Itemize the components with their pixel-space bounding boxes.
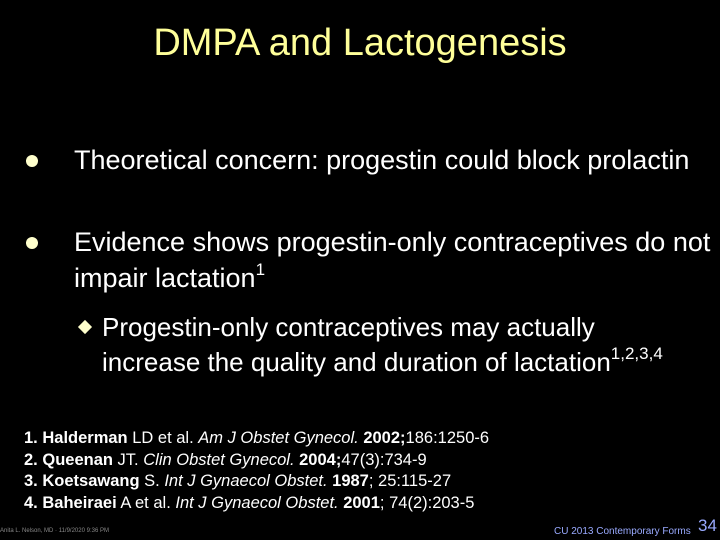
ref-pages: 186:1250-6 — [405, 429, 490, 447]
ref-pages: ; 74(2):203-5 — [379, 493, 475, 512]
ref-text: JT. — [112, 450, 144, 469]
ref-text: A et al. — [116, 493, 176, 512]
ref-year: 2002; — [358, 429, 406, 447]
ref-pages: ; 25:115-27 — [368, 472, 452, 490]
ref-author: Baheiraei — [42, 493, 117, 512]
ref-number: 4. — [24, 493, 38, 512]
ref-text: S. — [139, 472, 165, 490]
ref-year: 2004; — [294, 450, 342, 469]
ref-journal: Int J Gynaecol Obstet. — [175, 493, 339, 512]
ref-journal: Clin Obstet Gynecol. — [143, 450, 295, 469]
ref-number: 2. — [24, 450, 38, 469]
citation-superscript: 1 — [255, 260, 266, 279]
reference-item — [24, 471, 489, 493]
bullet-dot-icon — [26, 155, 38, 167]
ref-journal: Am J Obstet Gynecol. — [198, 429, 359, 447]
reference-item — [24, 493, 489, 515]
ref-text: LD et al. — [127, 429, 199, 447]
footer-course: CU 2013 Contemporary Forms — [554, 526, 691, 537]
ref-author: Queenan — [42, 450, 113, 469]
bullet-text: Theoretical concern: progestin could block prolactin — [74, 145, 690, 175]
citation-superscript: 1,2,3,4 — [610, 344, 663, 363]
page-number: 34 — [698, 516, 717, 535]
ref-pages: 47(3):734-9 — [341, 450, 427, 469]
ref-year: 2001 — [338, 493, 380, 512]
subbullet-text-body: Progestin-only contraceptives may actually increase the quality and duration of lactation — [102, 312, 611, 377]
slide-title: DMPA and Lactogenesis — [153, 22, 567, 64]
ref-journal: Int J Gynaecol Obstet. — [164, 472, 328, 490]
bullet-text-body: Evidence shows progestin-only contraceptives do not impair lactation — [74, 227, 711, 293]
references-list — [24, 428, 489, 514]
diamond-bullet-icon — [78, 320, 92, 334]
ref-number: 1. — [24, 429, 38, 447]
ref-author: Halderman — [42, 429, 128, 447]
bullet-text — [74, 224, 714, 296]
footer-author-date: Anita L. Nelson, MD · 11/9/2020 9:36 PM — [0, 528, 109, 534]
ref-year: 1987 — [327, 472, 369, 490]
reference-item — [24, 428, 489, 450]
reference-item — [24, 450, 489, 472]
ref-number: 3. — [24, 472, 38, 490]
subbullet-text — [102, 310, 682, 380]
bullet-dot-icon — [26, 237, 38, 249]
ref-author: Koetsawang — [42, 472, 140, 490]
